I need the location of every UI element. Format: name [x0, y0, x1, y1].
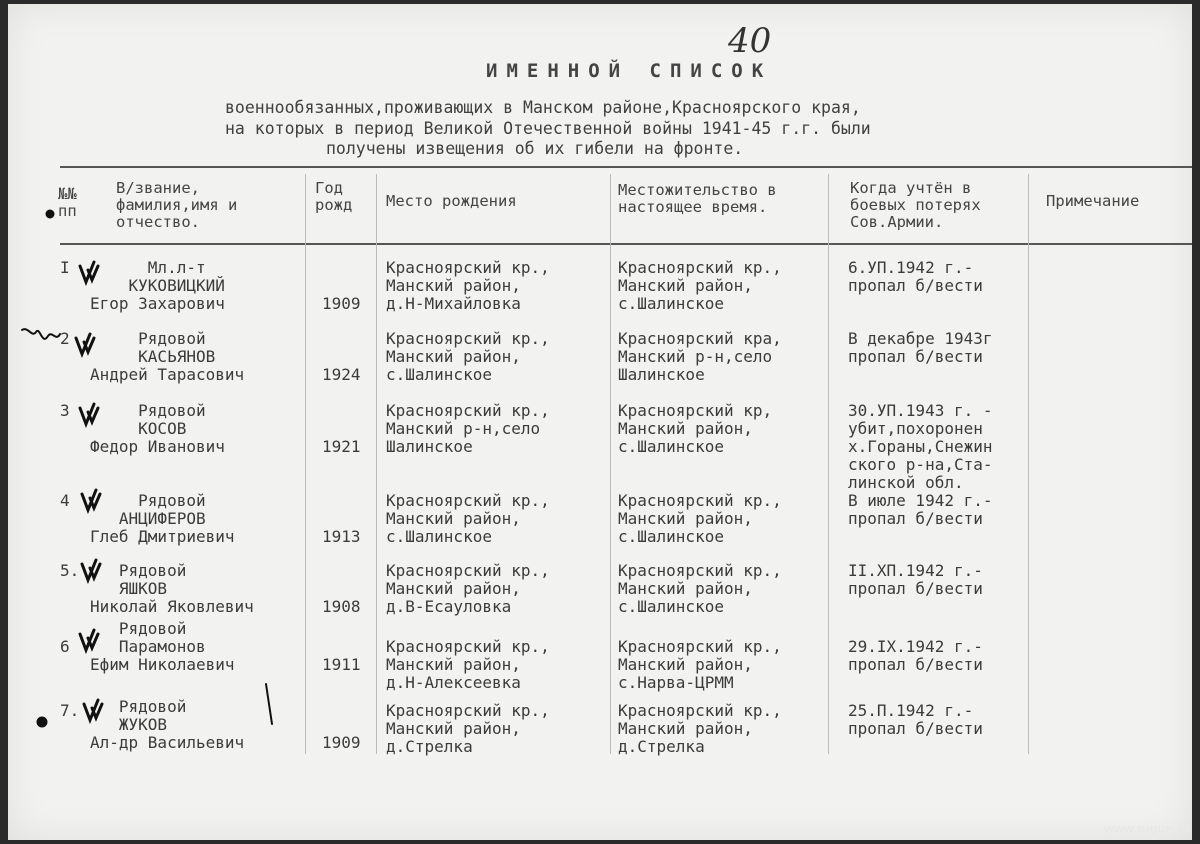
row-num: 4 — [60, 491, 70, 510]
row-year: 1913 — [322, 527, 361, 546]
table-header-rule — [60, 243, 1192, 245]
row-year: 1911 — [322, 655, 361, 674]
row-residence: Красноярский кр, Манский район, с.Шалинское — [618, 401, 773, 456]
column-divider — [828, 174, 829, 754]
subtitle-line-1: военнообязанных,проживающих в Манском районе,Красноярского края, — [225, 98, 861, 117]
row-residence: Красноярский кр., Манский район, с.Шалинское — [618, 258, 782, 313]
row-residence: Красноярский кр., Манский район, с.Нарва-ЦРММ — [618, 637, 782, 692]
row-num: I — [60, 258, 70, 277]
row-birthplace: Красноярский кр., Манский район, д.Стрелка — [386, 701, 550, 756]
row-birthplace: Красноярский кр., Манский район, д.В-Есауловка — [386, 561, 550, 616]
row-year: 1909 — [322, 733, 361, 752]
row-num: 5. — [60, 561, 80, 580]
row-residence: Красноярский кра, Манский р-н,село Шалинское — [618, 329, 782, 384]
column-divider — [1028, 174, 1029, 754]
row-year: 1921 — [322, 437, 361, 456]
header-note: Примечание — [1046, 192, 1140, 210]
row-loss: 25.П.1942 г.- пропал б/вести — [848, 701, 983, 738]
row-year: 1909 — [322, 294, 361, 313]
row-name: Рядовой АНЦИФЕРОВ Глеб Дмитриевич — [90, 491, 235, 546]
document-title: ИМЕННОЙ СПИСОК — [486, 60, 773, 82]
row-birthplace: Красноярский кр., Манский район, с.Шалинское — [386, 491, 550, 546]
header-residence: Местожительство в настоящее время. — [618, 181, 777, 216]
column-divider — [376, 174, 377, 754]
row-num: 6 — [60, 637, 70, 656]
row-loss: В июле 1942 г.- пропал б/вести — [848, 491, 993, 528]
column-divider — [305, 174, 306, 754]
row-birthplace: Красноярский кр., Манский район, д.Н-Михайловка — [386, 258, 550, 313]
row-residence: Красноярский кр., Манский район, д.Стрелка — [618, 701, 782, 756]
header-name: В/звание, фамилия,имя и отчество. — [116, 179, 238, 231]
row-loss: 6.УП.1942 г.- пропал б/вести — [848, 258, 983, 295]
row-name: Рядовой КАСЬЯНОВ Андрей Тарасович — [90, 329, 245, 384]
row-loss: 29.IX.1942 г.- пропал б/вести — [848, 637, 983, 674]
row-year: 1924 — [322, 365, 361, 384]
row-num: 7. — [60, 701, 80, 720]
header-year: Год рожд — [315, 179, 353, 214]
row-year: 1908 — [322, 597, 361, 616]
table-top-rule — [60, 166, 1192, 168]
row-loss: 30.УП.1943 г. - убит,похоронен х.Гораны,Снежин ского р-на,Ста- линской обл. — [848, 401, 993, 492]
row-loss: В декабре 1943г пропал б/вести — [848, 329, 993, 366]
row-birthplace: Красноярский кр., Манский район, д.Н-Алексеевка — [386, 637, 550, 692]
handwritten-page-number: 40 — [728, 21, 772, 61]
document-sheet — [8, 4, 1192, 840]
row-birthplace: Красноярский кр., Манский р-н,село Шалинское — [386, 401, 550, 456]
header-loss: Когда учтён в боевых потерях Сов.Армии. — [850, 179, 981, 231]
row-num: 3 — [60, 401, 70, 420]
row-name: Рядовой ЯШКОВ Николай Яковлевич — [90, 561, 254, 616]
subtitle-line-3: получены извещения об их гибели на фронте. — [326, 139, 744, 158]
row-name: Рядовой КОСОВ Федор Иванович — [90, 401, 225, 456]
header-birthplace: Место рождения — [386, 192, 517, 210]
row-num: 2 — [60, 329, 70, 348]
row-name: Рядовой Парамонов Ефим Николаевич — [90, 619, 235, 674]
row-birthplace: Красноярский кр., Манский район, с.Шалинское — [386, 329, 550, 384]
row-residence: Красноярский кр., Манский район, с.Шалинское — [618, 561, 782, 616]
header-num: №№ пп — [58, 185, 77, 220]
subtitle-line-2: на которых в период Великой Отечественной войны 1941-45 г.г. были — [225, 119, 871, 138]
watermark: www.tugun.ru — [1103, 821, 1190, 836]
row-name: Мл.л-т КУКОВИЦКИЙ Егор Захарович — [90, 258, 225, 313]
column-divider — [610, 174, 611, 754]
row-residence: Красноярский кр., Манский район, с.Шалинское — [618, 491, 782, 546]
row-loss: II.XП.1942 г.- пропал б/вести — [848, 561, 983, 598]
row-name: Рядовой ЖУКОВ Ал-др Васильевич — [90, 697, 245, 752]
